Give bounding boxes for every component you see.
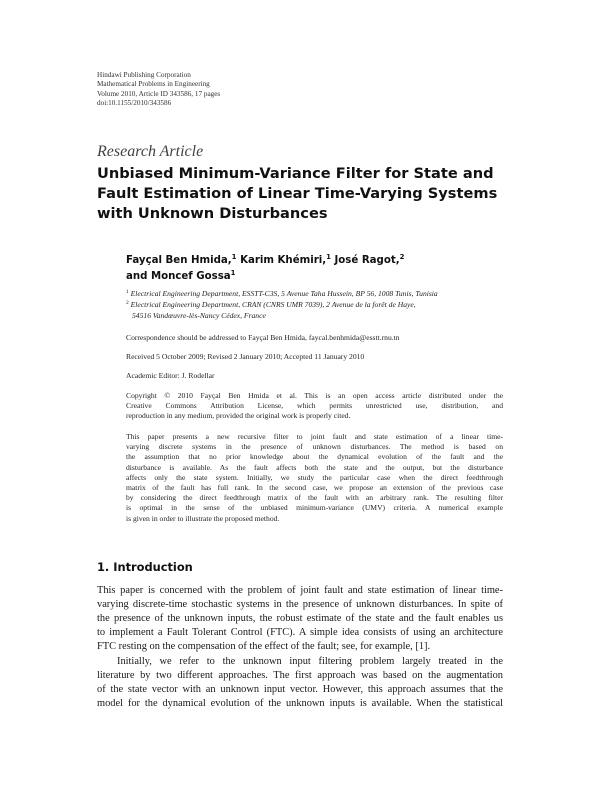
affiliation-text: Electrical Engineering Department, CRAN (CNRS UMR 7039), 2 Avenue de la forêt de Haye, [130,300,416,309]
author-affiliation-mark: 2 [399,253,405,261]
abstract-line: the assumption that no prior knowledge about the dynamical evolution of the fault and the [126,452,503,462]
affiliation-mark: 1 [126,289,129,295]
copyright-line: Copyright © 2010 Fayçal Ben Hmida et al. This is an open access article distributed under the [126,391,503,400]
volume-line: Volume 2010, Article ID 343586, 17 pages [97,89,221,98]
abstract-line: by considering the direct feedthrough matrix of the fault with an arbitrary rank. The resulting filter [126,493,503,503]
journal-header [97,71,220,109]
title-line: Unbiased Minimum-Variance Filter for State and [97,165,494,182]
abstract-line: disturbance is available. As the fault affects both the state and the output, but the disturbance [126,462,503,472]
body-paragraph [97,655,503,711]
affiliation-1 [126,289,516,300]
affiliation-text: Electrical Engineering Department, ESSTT-C3S, 5 Avenue Taha Hussein, BP 56, 1008 Tunis, Tunisia [130,289,438,298]
author-list [126,253,506,285]
abstract-line: is given in order to illustrate the proposed method. [126,513,280,523]
abstract-line: varying discrete systems in the presence of unknown disturbances. The method is based on [126,442,503,452]
body-line: This paper is concerned with the problem of joint fault and state estimation of linear time- [97,585,503,596]
body-line: Initially, we refer to the unknown input filtering problem largely treated in the [117,656,503,667]
doi-line: doi:10.1155/2010/343586 [97,99,172,108]
correspondence: Correspondence should be addressed to Fayçal Ben Hmida, faycal.benhmida@esstt.rnu.tn [126,333,400,342]
journal-line: Mathematical Problems in Engineering [97,80,210,89]
academic-editor: Academic Editor: J. Rodellar [126,371,215,380]
author-affiliation-mark: 1 [326,253,331,261]
body-line: the presence of the unknown inputs, the robust estimate of the state and the fault enables us [97,613,503,625]
author-name: and Moncef Gossa [126,271,231,282]
copyright-notice [126,391,503,422]
paper-title [97,164,517,224]
publication-dates: Received 5 October 2009; Revised 2 January 2010; Accepted 11 January 2010 [126,352,365,361]
affiliation-2 [126,300,516,321]
abstract [126,432,503,524]
publisher-line: Hindawi Publishing Corporation [97,71,191,79]
copyright-line: Creative Commons Attribution License, which permits unrestricted use, distribution, and [126,401,503,411]
author-name: Fayçal Ben Hmida, [126,255,232,266]
body-paragraph [97,584,503,654]
title-line: Fault Estimation of Linear Time-Varying Systems [97,185,498,202]
abstract-line: matrix of the fault has full rank. In the second case, we propose an extension of the previous case [126,483,503,493]
author-affiliation-mark: 1 [231,253,237,261]
body-line: FTC resting on the compensation of the effect of the fault; see, for example, [1]. [97,641,431,653]
abstract-line: is optimal in the sense of the unbiased minimum-variance (UMV) criteria. A numerical example [126,503,503,513]
author-affiliation-mark: 1 [230,269,236,277]
body-line: of the state vector with an unknown input vector. However, this approach assumes that the [97,684,503,696]
body-line: literature by two different approaches. The first approach was based on the augmentation [97,670,503,682]
affiliation-text: 54516 Vandœuvre-lès-Nancy Cédex, France [132,310,266,320]
title-line: with Unknown Disturbances [97,205,328,222]
article-type: Research Article [97,143,204,160]
body-line: model for the dynamical evolution of the unknown inputs is available. When the statistical [97,698,503,710]
author-name: Karim Khémiri, [240,255,327,266]
abstract-line: affects only the state system. Initially, we study the particular case when the direct feedthrough [126,472,503,482]
section-heading: 1. Introduction [97,560,193,574]
body-line: varying discrete-time stochastic systems in the presence of unknown disturbances. In spite of [97,599,503,611]
author-name: José Ragot, [334,255,400,266]
body-line: to implement a Fault Tolerant Control (FTC). A simple idea consists of using an architecture [97,627,503,639]
abstract-line: This paper presents a new recursive filter to joint fault and state estimation of a linear time- [126,432,503,441]
affiliation-mark: 2 [126,300,129,306]
copyright-line: reproduction in any medium, provided the original work is properly cited. [126,411,351,421]
